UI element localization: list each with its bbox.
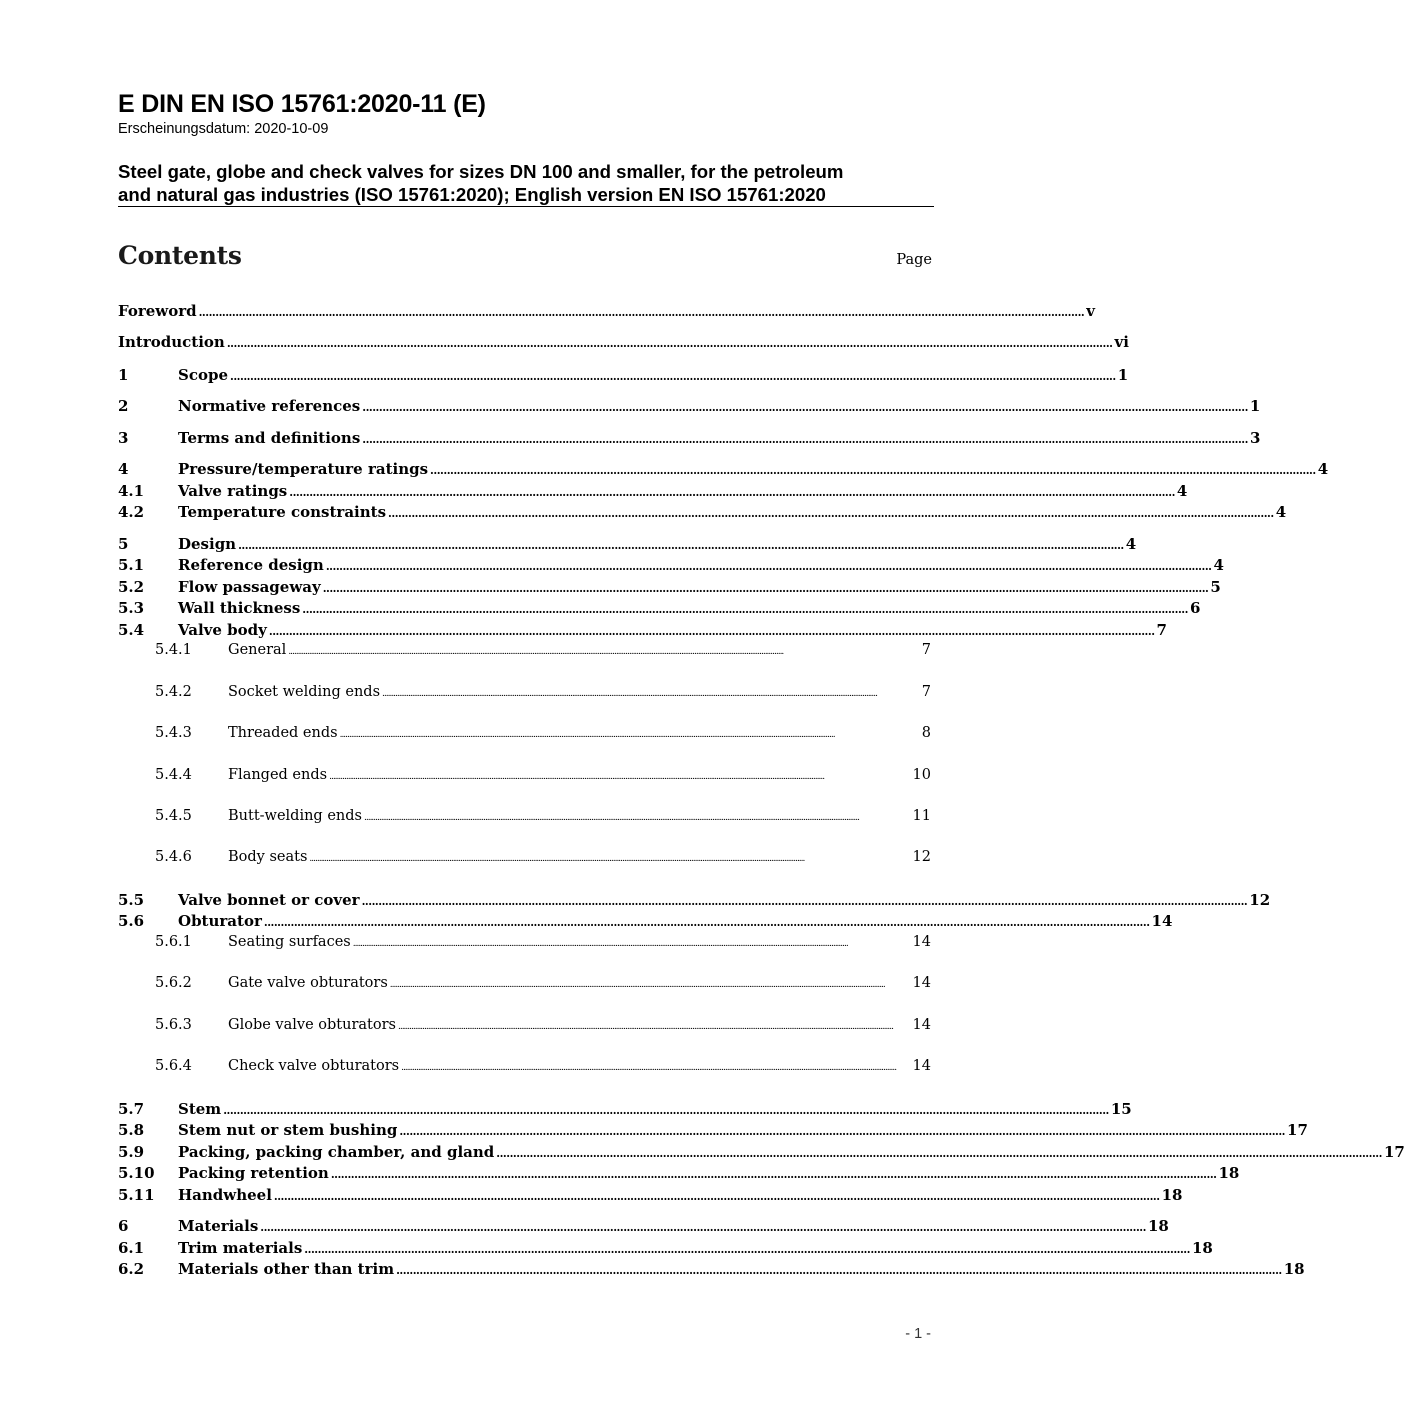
toc-entry-title: Butt-welding ends xyxy=(228,808,362,824)
toc-entry-title: Stem nut or stem bushing xyxy=(178,1121,398,1139)
toc-entry-5-4-5[interactable] xyxy=(118,808,931,828)
toc-entry-5-1[interactable] xyxy=(118,556,1224,576)
toc-entry-title: Flanged ends xyxy=(228,767,328,783)
toc-entry-5-7[interactable] xyxy=(118,1100,1132,1120)
toc-entry-page: 12 xyxy=(912,849,931,865)
title-divider xyxy=(118,206,934,207)
toc-entry-page: 14 xyxy=(912,975,931,991)
toc-leader-dots: .......................................................................................................................................................................................................................................................................... xyxy=(238,539,1124,552)
toc-leader-dots: .......................................................................................................................................................................................................................................................................... xyxy=(330,1168,1217,1181)
publication-date: Erscheinungsdatum: 2020-10-09 xyxy=(118,121,329,137)
toc-leader-dots: .......................................................................................................................................................................................................................................................................... xyxy=(388,507,1274,520)
document-title xyxy=(118,160,933,206)
document-title-line-2: and natural gas industries (ISO 15761:2020); English version EN ISO 15761:2020 xyxy=(118,184,826,205)
toc-entry-number: 5.4.1 xyxy=(155,642,192,658)
toc-entry-5-2[interactable] xyxy=(118,578,1221,598)
toc-entry-title: Reference design xyxy=(178,556,324,574)
toc-leader-dots: .......................................................................................................................................................................................................................................................................... xyxy=(273,1190,1160,1203)
document-id: E DIN EN ISO 15761:2020-11 (E) xyxy=(118,90,486,118)
toc-entry-page: 18 xyxy=(1191,1239,1213,1257)
toc-entry-5-6-2[interactable] xyxy=(118,975,931,995)
toc-entry-number: 5.11 xyxy=(118,1186,155,1204)
toc-leader-dots: .......................................................................................................................................................................................................................................................................... xyxy=(382,689,877,699)
toc-entry-number: 5.4.2 xyxy=(155,684,192,700)
toc-entry-title: Pressure/temperature ratings xyxy=(178,460,429,478)
toc-entry-number: 5 xyxy=(118,535,129,553)
toc-entry-5-9[interactable] xyxy=(118,1143,1405,1163)
toc-entry-title: General xyxy=(228,642,287,658)
toc-entry-4-2[interactable] xyxy=(118,503,1287,523)
toc-entry-title: Normative references xyxy=(178,397,361,415)
toc-entry-introduction[interactable] xyxy=(118,333,1129,353)
toc-entry-title: Trim materials xyxy=(178,1239,303,1257)
toc-entry-number: 5.6.4 xyxy=(155,1058,192,1074)
toc-leader-dots: .......................................................................................................................................................................................................................................................................... xyxy=(263,916,1150,929)
toc-entry-number: 3 xyxy=(118,429,129,447)
toc-entry-number: 5.2 xyxy=(118,578,145,596)
toc-entry-page: 7 xyxy=(921,684,931,700)
toc-leader-dots: .......................................................................................................................................................................................................................................................................... xyxy=(302,603,1188,616)
toc-leader-dots: .......................................................................................................................................................................................................................................................................... xyxy=(397,1022,893,1032)
toc-entry-5-3[interactable] xyxy=(118,599,1201,619)
toc-entry-6[interactable] xyxy=(118,1217,1169,1237)
toc-entry-number: 5.1 xyxy=(118,556,145,574)
toc-leader-dots: .......................................................................................................................................................................................................................................................................... xyxy=(309,854,805,864)
toc-entry-page: 6 xyxy=(1189,599,1201,617)
toc-entry-number: 4.2 xyxy=(118,503,145,521)
toc-entry-page: 18 xyxy=(1218,1164,1240,1182)
toc-leader-dots: .......................................................................................................................................................................................................................................................................... xyxy=(362,433,1248,446)
toc-entry-number: 5.6.2 xyxy=(155,975,192,991)
toc-entry-5-4-4[interactable] xyxy=(118,767,931,787)
toc-leader-dots: .......................................................................................................................................................................................................................................................................... xyxy=(322,582,1209,595)
toc-entry-number: 5.4.3 xyxy=(155,725,192,741)
toc-entry-number: 5.6.1 xyxy=(155,934,192,950)
toc-entry-number: 4.1 xyxy=(118,482,145,500)
toc-entry-page: 10 xyxy=(912,767,931,783)
toc-entry-page: 14 xyxy=(912,1058,931,1074)
toc-leader-dots: .......................................................................................................................................................................................................................................................................... xyxy=(401,1063,897,1073)
toc-entry-title: Valve ratings xyxy=(178,482,288,500)
toc-entry-number: 5.4.6 xyxy=(155,849,192,865)
toc-entry-title: Design xyxy=(178,535,237,553)
toc-entry-number: 5.10 xyxy=(118,1164,155,1182)
toc-entry-number: 5.9 xyxy=(118,1143,145,1161)
toc-entry-5-4-2[interactable] xyxy=(118,684,931,704)
toc-entry-number: 2 xyxy=(118,397,129,415)
toc-leader-dots: .......................................................................................................................................................................................................................................................................... xyxy=(361,895,1248,908)
toc-leader-dots: .......................................................................................................................................................................................................................................................................... xyxy=(329,772,825,782)
toc-entry-number: 5.8 xyxy=(118,1121,145,1139)
toc-entry-title: Wall thickness xyxy=(178,599,301,617)
toc-entry-4-1[interactable] xyxy=(118,482,1188,502)
toc-entry-title: Scope xyxy=(178,366,229,384)
toc-entry-title: Socket welding ends xyxy=(228,684,381,700)
toc-entry-number: 6.2 xyxy=(118,1260,145,1278)
toc-entry-5[interactable] xyxy=(118,535,1137,555)
toc-entry-5-8[interactable] xyxy=(118,1121,1308,1141)
toc-entry-title: Terms and definitions xyxy=(178,429,361,447)
toc-entry-page: 1 xyxy=(1249,397,1261,415)
toc-entry-page: 15 xyxy=(1110,1100,1132,1118)
toc-leader-dots: .......................................................................................................................................................................................................................................................................... xyxy=(352,939,848,949)
toc-entry-page: 12 xyxy=(1249,891,1271,909)
toc-entry-foreword[interactable] xyxy=(118,302,1095,322)
toc-entry-3[interactable] xyxy=(118,429,1261,449)
toc-leader-dots: .......................................................................................................................................................................................................................................................................... xyxy=(230,370,1116,383)
toc-leader-dots: .......................................................................................................................................................................................................................................................................... xyxy=(289,486,1175,499)
toc-entry-page: 1 xyxy=(1117,366,1129,384)
toc-entry-number: 5.4.4 xyxy=(155,767,192,783)
toc-entry-page: vi xyxy=(1114,333,1129,351)
toc-entry-5-6[interactable] xyxy=(118,912,1173,932)
toc-entry-5-4[interactable] xyxy=(118,621,1167,641)
toc-entry-6-1[interactable] xyxy=(118,1239,1213,1259)
toc-entry-number: 5.6 xyxy=(118,912,145,930)
toc-entry-5-4-1[interactable] xyxy=(118,642,931,662)
footer-page-number: - 1 - xyxy=(905,1326,931,1342)
toc-entry-5-5[interactable] xyxy=(118,891,1271,911)
toc-entry-5-11[interactable] xyxy=(118,1186,1183,1206)
toc-entry-title: Gate valve obturators xyxy=(228,975,388,991)
toc-entry-5-6-3[interactable] xyxy=(118,1017,931,1037)
toc-entry-title: Flow passageway xyxy=(178,578,321,596)
toc-leader-dots: .......................................................................................................................................................................................................................................................................... xyxy=(226,337,1113,350)
toc-leader-dots: .......................................................................................................................................................................................................................................................................... xyxy=(325,560,1212,573)
toc-entry-title: Materials other than trim xyxy=(178,1260,395,1278)
toc-entry-title: Check valve obturators xyxy=(228,1058,400,1074)
toc-entry-page: 14 xyxy=(912,1017,931,1033)
toc-leader-dots: .......................................................................................................................................................................................................................................................................... xyxy=(304,1243,1190,1256)
toc-entry-page: 7 xyxy=(1156,621,1167,639)
toc-leader-dots: .......................................................................................................................................................................................................................................................................... xyxy=(260,1221,1146,1234)
toc-entry-5-4-3[interactable] xyxy=(118,725,931,745)
document-title-line-1: Steel gate, globe and check valves for sizes DN 100 and smaller, for the petroleum xyxy=(118,161,844,182)
toc-entry-number: 5.5 xyxy=(118,891,145,909)
toc-entry-page: 4 xyxy=(1317,460,1329,478)
toc-entry-page: 8 xyxy=(921,725,931,741)
toc-entry-5-10[interactable] xyxy=(118,1164,1240,1184)
toc-entry-1[interactable] xyxy=(118,366,1129,386)
toc-entry-title: Obturator xyxy=(178,912,262,930)
toc-entry-page: 3 xyxy=(1249,429,1261,447)
toc-entry-title: Packing, packing chamber, and gland xyxy=(178,1143,495,1161)
toc-entry-title: Threaded ends xyxy=(228,725,338,741)
toc-entry-5-6-1[interactable] xyxy=(118,934,931,954)
toc-leader-dots: .......................................................................................................................................................................................................................................................................... xyxy=(363,813,859,823)
toc-entry-page: 17 xyxy=(1287,1121,1308,1139)
toc-entry-4[interactable] xyxy=(118,460,1329,480)
toc-entry-number: 5.4.5 xyxy=(155,808,192,824)
toc-entry-number: 1 xyxy=(118,366,129,384)
toc-entry-page: 5 xyxy=(1210,578,1221,596)
toc-entry-title: Valve body xyxy=(178,621,267,639)
toc-entry-title: Materials xyxy=(178,1217,259,1235)
toc-entry-number: 5.7 xyxy=(118,1100,145,1118)
toc-entry-title: Foreword xyxy=(118,302,197,320)
toc-leader-dots: .......................................................................................................................................................................................................................................................................... xyxy=(198,306,1085,319)
toc-entry-5-4-6[interactable] xyxy=(118,849,931,869)
toc-leader-dots: .......................................................................................................................................................................................................................................................................... xyxy=(339,730,835,740)
toc-leader-dots: .......................................................................................................................................................................................................................................................................... xyxy=(389,980,885,990)
toc-entry-number: 5.4 xyxy=(118,621,145,639)
toc-entry-page: 4 xyxy=(1125,535,1137,553)
toc-entry-title: Temperature constraints xyxy=(178,503,387,521)
toc-leader-dots: .......................................................................................................................................................................................................................................................................... xyxy=(430,464,1316,477)
toc-entry-page: 18 xyxy=(1147,1217,1169,1235)
toc-entry-page: 11 xyxy=(912,808,931,824)
toc-leader-dots: .......................................................................................................................................................................................................................................................................... xyxy=(288,647,784,657)
toc-leader-dots: .......................................................................................................................................................................................................................................................................... xyxy=(496,1147,1382,1160)
toc-entry-page: 14 xyxy=(912,934,931,950)
toc-entry-page: 4 xyxy=(1176,482,1188,500)
toc-entry-6-2[interactable] xyxy=(118,1260,1305,1280)
toc-entry-page: v xyxy=(1086,302,1095,320)
toc-entry-5-6-4[interactable] xyxy=(118,1058,931,1078)
toc-entry-number: 5.6.3 xyxy=(155,1017,192,1033)
toc-entry-page: 4 xyxy=(1213,556,1224,574)
toc-entry-2[interactable] xyxy=(118,397,1261,417)
toc-leader-dots: .......................................................................................................................................................................................................................................................................... xyxy=(362,401,1248,414)
toc-leader-dots: .......................................................................................................................................................................................................................................................................... xyxy=(396,1264,1282,1277)
toc-entry-title: Seating surfaces xyxy=(228,934,351,950)
toc-entry-title: Body seats xyxy=(228,849,308,865)
toc-entry-page: 18 xyxy=(1161,1186,1183,1204)
toc-entry-title: Handwheel xyxy=(178,1186,272,1204)
toc-entry-title: Stem xyxy=(178,1100,222,1118)
toc-entry-page: 4 xyxy=(1275,503,1287,521)
toc-entry-title: Packing retention xyxy=(178,1164,329,1182)
toc-entry-number: 6.1 xyxy=(118,1239,145,1257)
toc-leader-dots: .......................................................................................................................................................................................................................................................................... xyxy=(399,1125,1286,1138)
toc-entry-number: 4 xyxy=(118,460,129,478)
toc-entry-page: 7 xyxy=(921,642,931,658)
toc-leader-dots: .......................................................................................................................................................................................................................................................................... xyxy=(223,1104,1109,1117)
page-column-label: Page xyxy=(896,252,932,268)
toc-entry-title: Valve bonnet or cover xyxy=(178,891,360,909)
toc-entry-page: 17 xyxy=(1383,1143,1405,1161)
toc-entry-page: 18 xyxy=(1283,1260,1305,1278)
toc-leader-dots: .......................................................................................................................................................................................................................................................................... xyxy=(268,625,1155,638)
contents-heading: Contents xyxy=(118,241,242,270)
toc-entry-title: Globe valve obturators xyxy=(228,1017,396,1033)
toc-entry-page: 14 xyxy=(1151,912,1173,930)
toc-entry-number: 5.3 xyxy=(118,599,145,617)
toc-entry-number: 6 xyxy=(118,1217,129,1235)
toc-entry-title: Introduction xyxy=(118,333,225,351)
